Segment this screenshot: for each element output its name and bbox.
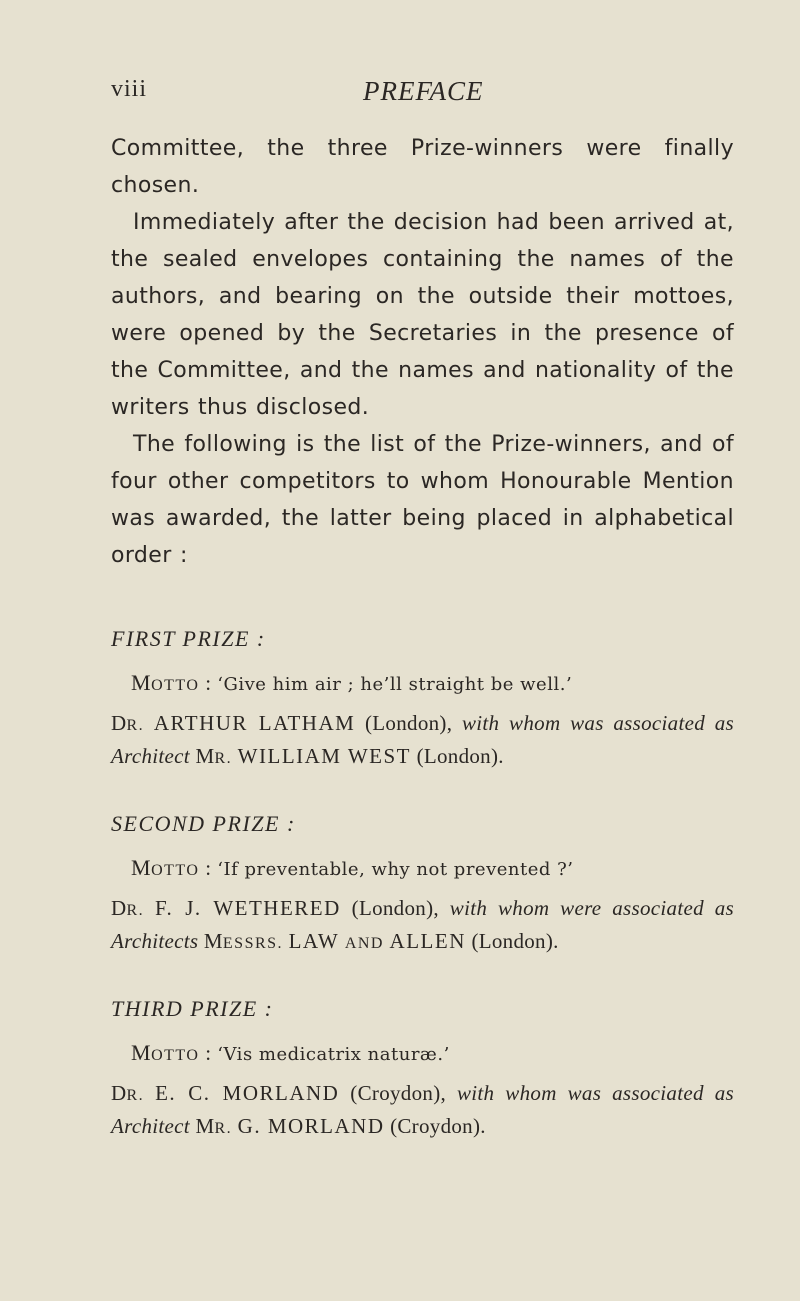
body-text xyxy=(111,130,734,574)
motto-label-initial: M xyxy=(131,1040,152,1065)
associate-name: G. MORLAND xyxy=(237,1114,385,1138)
associate-name: WILLIAM WEST xyxy=(237,744,411,768)
winner-name: ARTHUR LATHAM xyxy=(153,711,356,735)
prize-entry xyxy=(111,1078,734,1144)
associate-name: LAW xyxy=(288,929,340,953)
motto-line: MOTTO : ‘If preventable, why not prevented ?’ xyxy=(131,855,574,880)
assoc-title-initial: M xyxy=(195,1114,215,1138)
motto-line: MOTTO : ‘Give him air ; he’ll straight be well.’ xyxy=(131,670,573,695)
assoc-title-rest: ESSRS. xyxy=(222,935,284,952)
motto-label-initial: M xyxy=(131,855,152,880)
paragraph: The following is the list of the Prize-winners, and of four other competitors to whom Honourable Mention was awarded, the latter being placed in alphabetical order : xyxy=(111,432,734,568)
winner-location: (London), xyxy=(365,711,453,735)
title-rest: R. xyxy=(126,1087,145,1104)
page-header xyxy=(111,76,730,112)
running-head: PREFACE xyxy=(363,76,484,106)
title-initial: D xyxy=(111,711,127,735)
title-rest: R. xyxy=(126,902,145,919)
association-text: with whom was associated as Architect xyxy=(111,1081,734,1138)
prize-section-third xyxy=(111,996,734,1144)
prize-entry xyxy=(111,893,734,959)
winner-name: E. C. MORLAND xyxy=(155,1081,340,1105)
prize-entry xyxy=(111,708,734,774)
page-number: viii xyxy=(111,76,148,102)
winner-name: F. J. WETHERED xyxy=(154,896,341,920)
motto-line: MOTTO : ‘Vis medicatrix naturæ.’ xyxy=(131,1040,450,1065)
prize-section-second xyxy=(111,811,734,959)
winner-location: (London), xyxy=(351,896,439,920)
paragraph: Immediately after the decision had been arrived at, the sealed envelopes containing the names of the authors, and bearing on the outside their mottoes, were opened by the Secretaries in the presence of the Committee, and the names and nationality of the writers thus disclosed. xyxy=(111,210,734,420)
associate-name-2: ALLEN xyxy=(389,929,466,953)
assoc-title-rest: R. xyxy=(214,1120,233,1137)
motto-quote: ‘Vis medicatrix naturæ.’ xyxy=(217,1044,450,1065)
motto-label-rest: OTTO xyxy=(151,677,200,694)
motto-quote: ‘Give him air ; he’ll straight be well.’ xyxy=(217,674,573,695)
and-text: AND xyxy=(344,935,384,952)
paragraph: Committee, the three Prize-winners were finally chosen. xyxy=(111,136,734,198)
associate-location: (Croydon). xyxy=(390,1114,486,1138)
prize-heading: FIRST PRIZE : xyxy=(111,626,266,651)
assoc-title-rest: R. xyxy=(214,750,233,767)
title-initial: D xyxy=(111,896,127,920)
association-text: with whom were associated as Architects xyxy=(111,896,735,953)
assoc-title-initial: M xyxy=(195,744,215,768)
associate-location: (London). xyxy=(416,744,504,768)
prize-section-first xyxy=(111,626,734,774)
association-text: with whom was associated as Architect xyxy=(111,711,734,768)
associate-location: (London). xyxy=(471,929,559,953)
title-rest: R. xyxy=(126,717,145,734)
motto-label-initial: M xyxy=(131,670,152,695)
motto-label-rest: OTTO xyxy=(151,1047,200,1064)
title-initial: D xyxy=(111,1081,127,1105)
winner-location: (Croydon), xyxy=(350,1081,447,1105)
motto-label-rest: OTTO xyxy=(151,862,200,879)
prize-heading: THIRD PRIZE : xyxy=(111,996,274,1021)
prize-heading: SECOND PRIZE : xyxy=(111,811,296,836)
assoc-title-initial: M xyxy=(203,929,223,953)
motto-quote: ‘If preventable, why not prevented ?’ xyxy=(217,859,574,880)
